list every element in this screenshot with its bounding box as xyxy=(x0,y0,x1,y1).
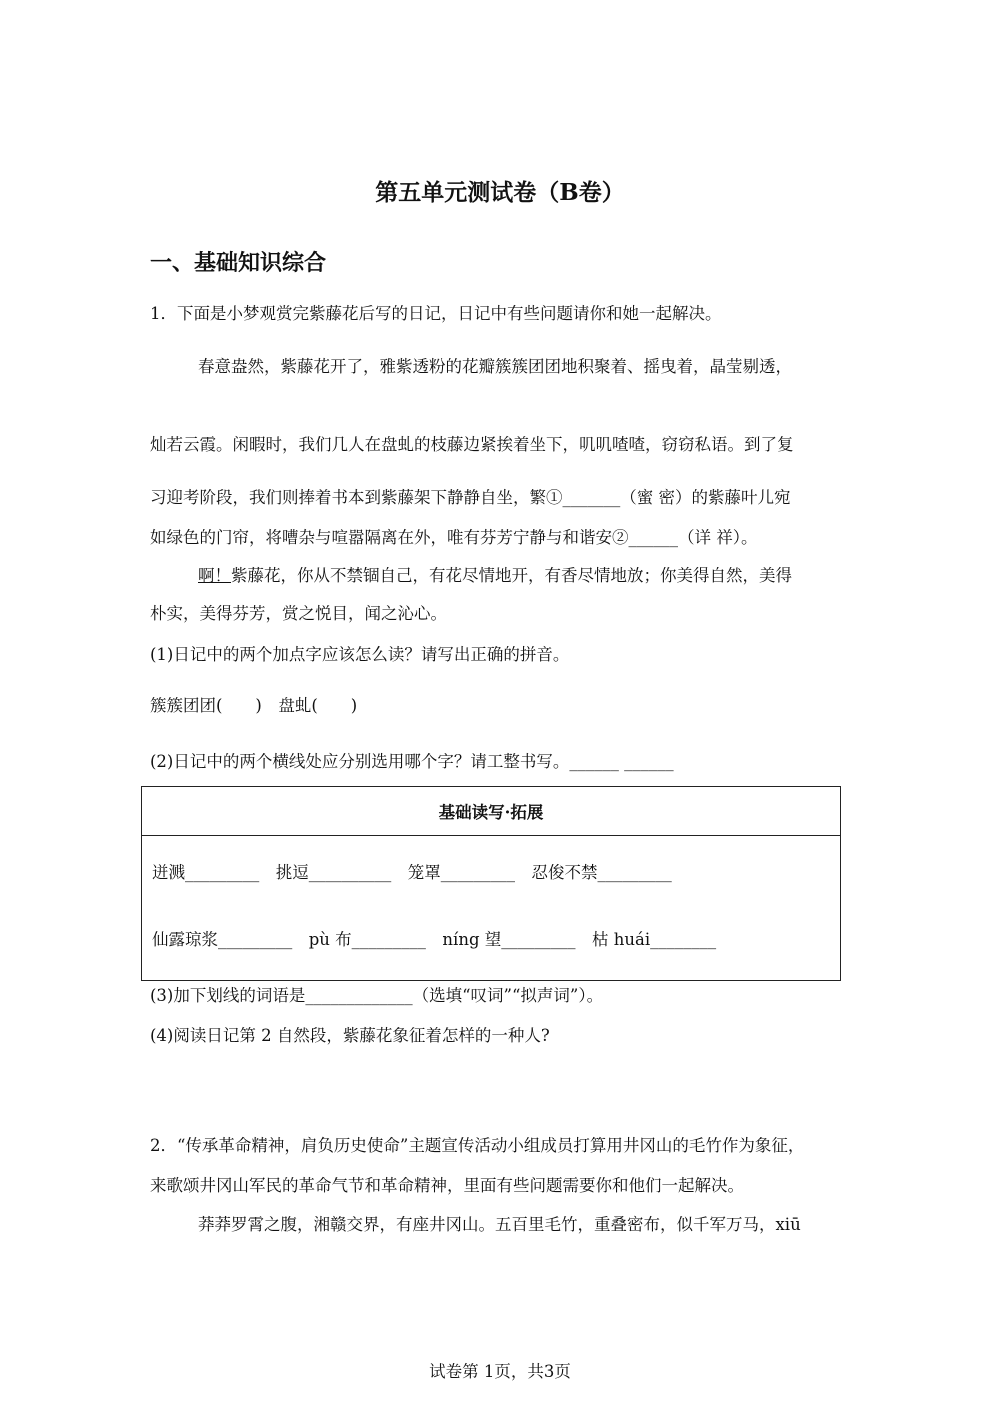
question-2-passage-line-1: 莽莽罗霄之腹，湘赣交界，有座井冈山。五百里毛竹，重叠密布，似千军万马，xiū xyxy=(198,1215,801,1234)
diary-line-3: 习迎考阶段，我们则捧着书本到紫藤架下静静自坐，繁①_______（蜜 密）的紫藤叶儿宛 xyxy=(150,488,791,507)
question-1-intro: 1．下面是小梦观赏完紫藤花后写的日记，日记中有些问题请你和她一起解决。 xyxy=(150,304,722,323)
diary-line-1: 春意盎然，紫藤花开了，雅紫透粉的花瓣簇簇团团地积聚着、摇曳着，晶莹剔透， xyxy=(198,357,792,376)
sub-question-3: (3)加下划线的词语是_____________（选填“叹词”“拟声词”）。 xyxy=(150,986,604,1005)
sub-question-1-answer-blanks: 簇簇团团( ) 盘虬( ) xyxy=(150,696,358,715)
section-heading: 一、基础知识综合 xyxy=(150,250,327,276)
question-2-intro-line-1: 2．“传承革命精神，肩负历史使命”主题宣传活动小组成员打算用井冈山的毛竹作为象征， xyxy=(150,1136,805,1155)
reading-writing-box xyxy=(141,786,841,981)
box-row-2: 仙露琼浆_________ pù 布_________ níng 望_________ 枯 huái________ xyxy=(152,930,717,949)
diary-line-4: 如绿色的门帘，将嘈杂与喧嚣隔离在外，唯有芬芳宁静与和谐安②______（详 祥）。 xyxy=(150,528,758,547)
diary-line-6: 朴实，美得芬芳，赏之悦目，闻之沁心。 xyxy=(150,604,447,623)
sub-question-4: (4)阅读日记第 2 自然段，紫藤花象征着怎样的一种人? xyxy=(150,1026,550,1045)
box-row-1: 迸溅_________ 挑逗__________ 笼罩_________ 忍俊不禁_________ xyxy=(152,863,672,882)
diary-line-5-rest: 紫藤花，你从不禁锢自己，有花尽情地开，有香尽情地放；你美得自然，美得 xyxy=(231,566,792,585)
diary-line-5 xyxy=(198,566,792,586)
page-title: 第五单元测试卷（B卷） xyxy=(375,179,625,206)
box-title: 基础读写·拓展 xyxy=(438,803,544,822)
underlined-word: 啊！ xyxy=(198,566,231,585)
page-footer: 试卷第 1页，共3页 xyxy=(429,1362,571,1381)
question-2-intro-line-2: 来歌颂井冈山军民的革命气节和革命精神，里面有些问题需要你和他们一起解决。 xyxy=(150,1176,744,1195)
diary-line-2: 灿若云霞。闲暇时，我们几人在盘虬的枝藤边紧挨着坐下，叽叽喳喳，窃窃私语。到了复 xyxy=(150,435,794,454)
sub-question-2: (2)日记中的两个横线处应分别选用哪个字？请工整书写。______ ______ xyxy=(150,752,674,771)
box-divider xyxy=(142,835,840,836)
sub-question-1: (1)日记中的两个加点字应该怎么读？请写出正确的拼音。 xyxy=(150,645,570,664)
